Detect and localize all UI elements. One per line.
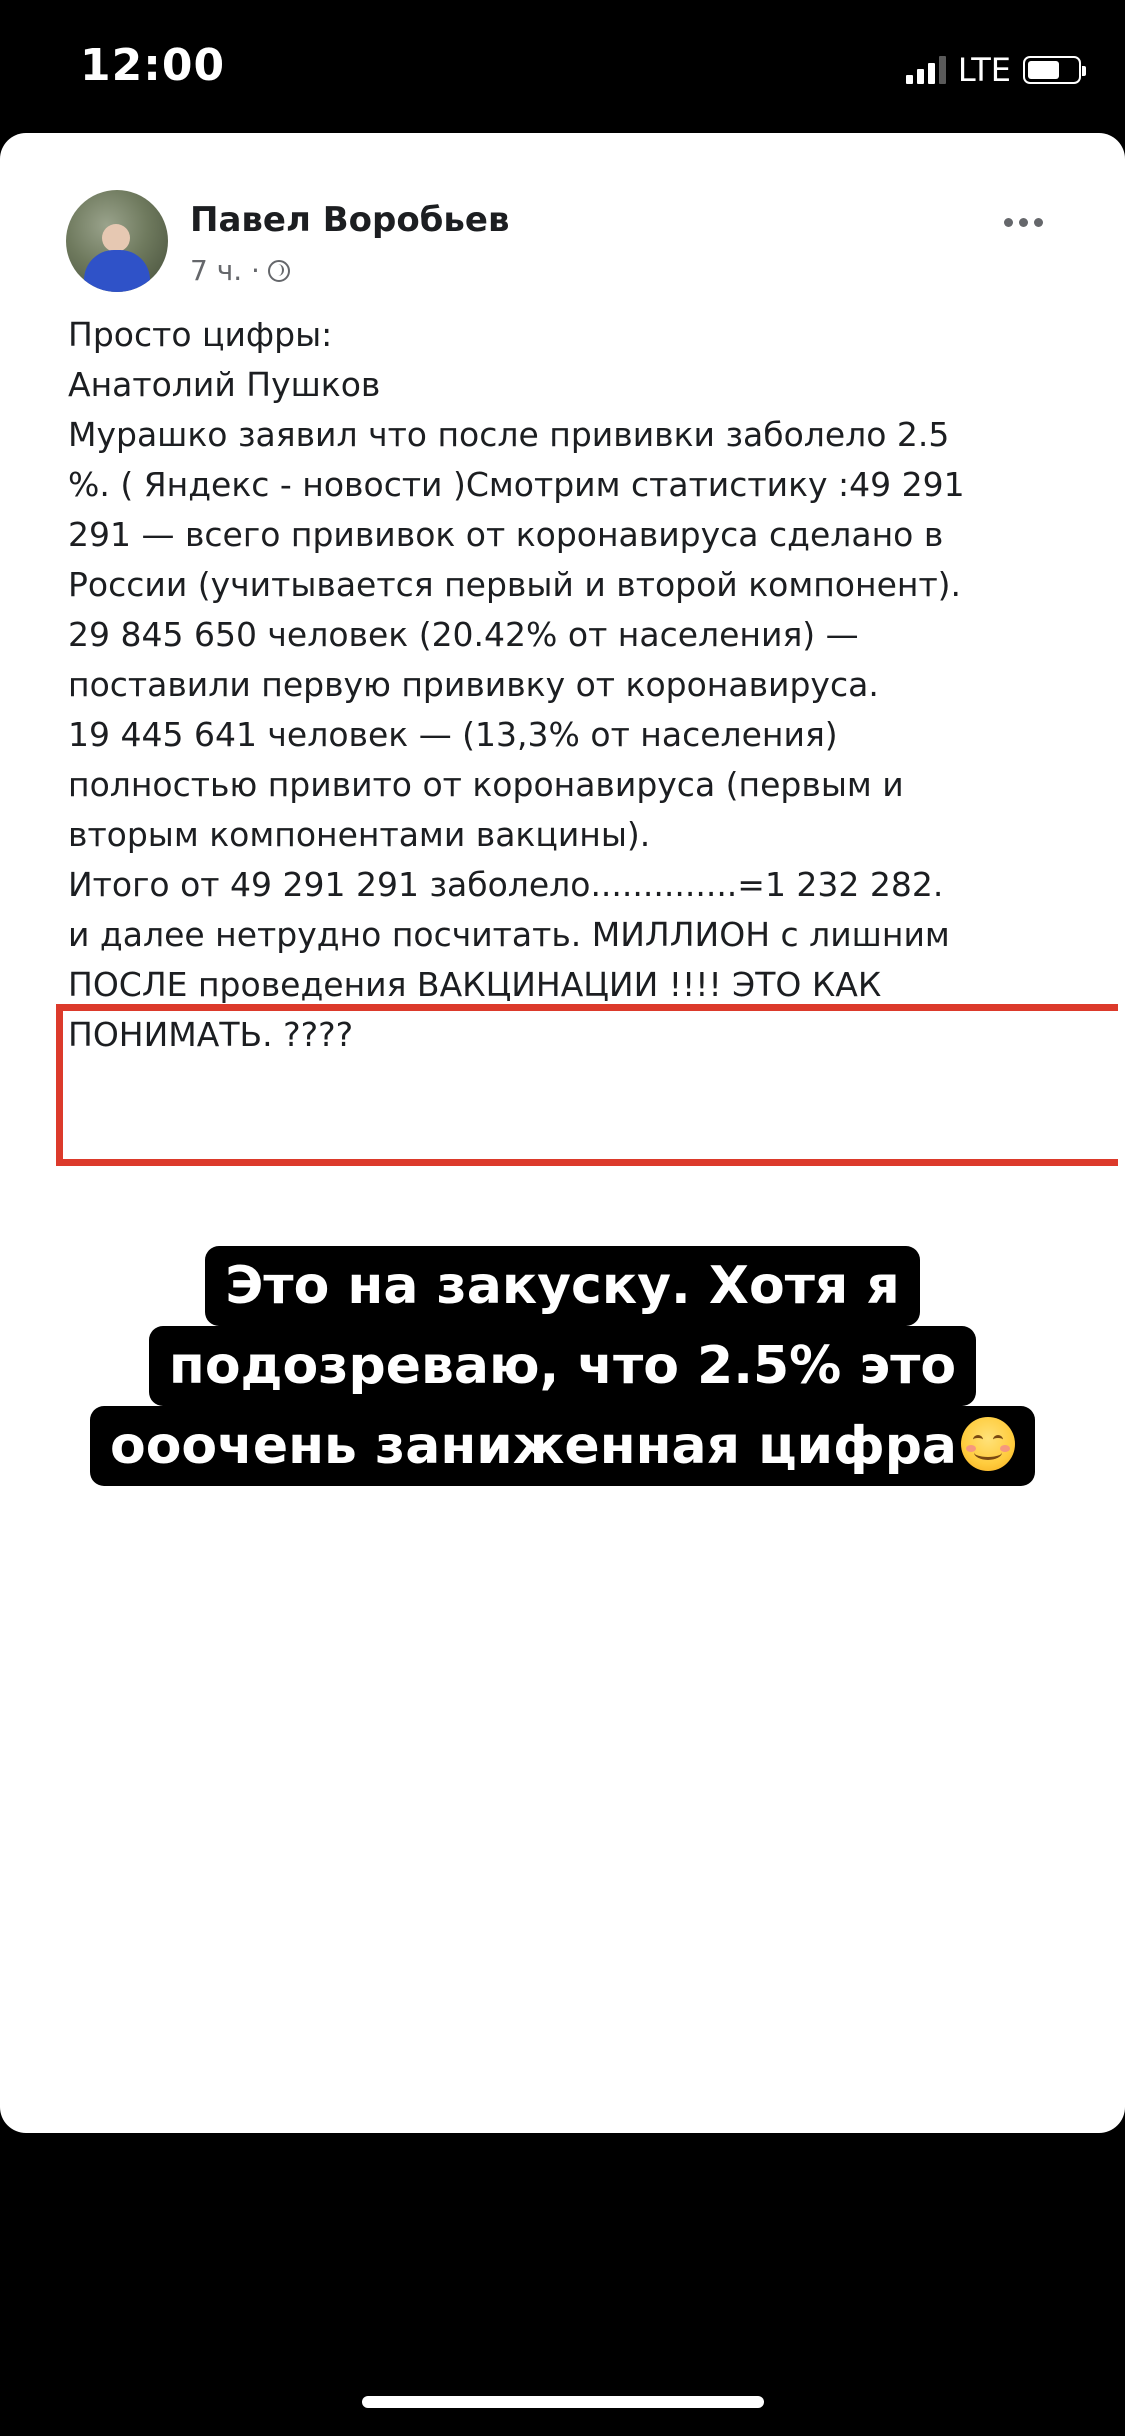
status-indicators	[906, 50, 1081, 90]
post-line: ПОСЛЕ проведения ВАКЦИНАЦИИ !!!! ЭТО КАК	[68, 965, 882, 1004]
caption-line-3	[90, 1406, 1035, 1486]
post-line: России (учитывается первый и второй компонент).	[68, 565, 962, 604]
post-line: Мурашко заявил что после прививки заболело 2.5	[68, 415, 950, 454]
author-avatar[interactable]	[66, 190, 168, 292]
story-caption[interactable]	[0, 1246, 1125, 1486]
smiling-face-emoji-icon	[961, 1417, 1015, 1471]
post-line: ПОНИМАТЬ. ????	[68, 1015, 354, 1054]
author-name[interactable]: Павел Воробьев	[190, 200, 510, 240]
post-line: полностью привито от коронавируса (первым и	[68, 765, 904, 804]
post-line: вторым компонентами вакцины).	[68, 815, 651, 854]
avatar-head	[102, 224, 130, 252]
post-line: Итого от 49 291 291 заболело..............=1 232 282.	[68, 865, 944, 904]
post-line: %. ( Яндекс - новости )Смотрим статистику :49 291	[68, 465, 965, 504]
highlight-frame	[56, 1004, 1118, 1166]
avatar-body	[84, 250, 150, 292]
post-line: 19 445 641 человек — (13,3% от населения)	[68, 715, 838, 754]
caption-line-1: Это на закуску. Хотя я	[205, 1246, 919, 1326]
status-bar	[0, 0, 1125, 132]
status-time: 12:00	[80, 40, 226, 91]
post-line: Анатолий Пушков	[68, 365, 381, 404]
battery-icon	[1023, 56, 1081, 84]
caption-line-2: подозреваю, что 2.5% это	[149, 1326, 976, 1406]
post-body	[68, 310, 1068, 1060]
post-line: 291 — всего прививок от коронавируса сделано в	[68, 515, 944, 554]
caption-line-3-text: ооочень заниженная цифра	[109, 1416, 958, 1476]
post-line: и далее нетрудно посчитать. МИЛЛИОН с лишним	[68, 915, 950, 954]
home-indicator[interactable]	[362, 2396, 764, 2408]
post-line: Просто цифры:	[68, 315, 333, 354]
post-time[interactable]: 7 ч. ·	[190, 254, 260, 287]
post-meta	[190, 254, 290, 287]
cellular-signal-icon	[906, 56, 946, 84]
globe-icon	[268, 260, 290, 282]
post-line: поставили первую прививку от коронавируса.	[68, 665, 879, 704]
more-options-icon[interactable]	[1004, 218, 1043, 227]
post-line: 29 845 650 человек (20.42% от населения) —	[68, 615, 859, 654]
network-type: LTE	[957, 51, 1011, 89]
